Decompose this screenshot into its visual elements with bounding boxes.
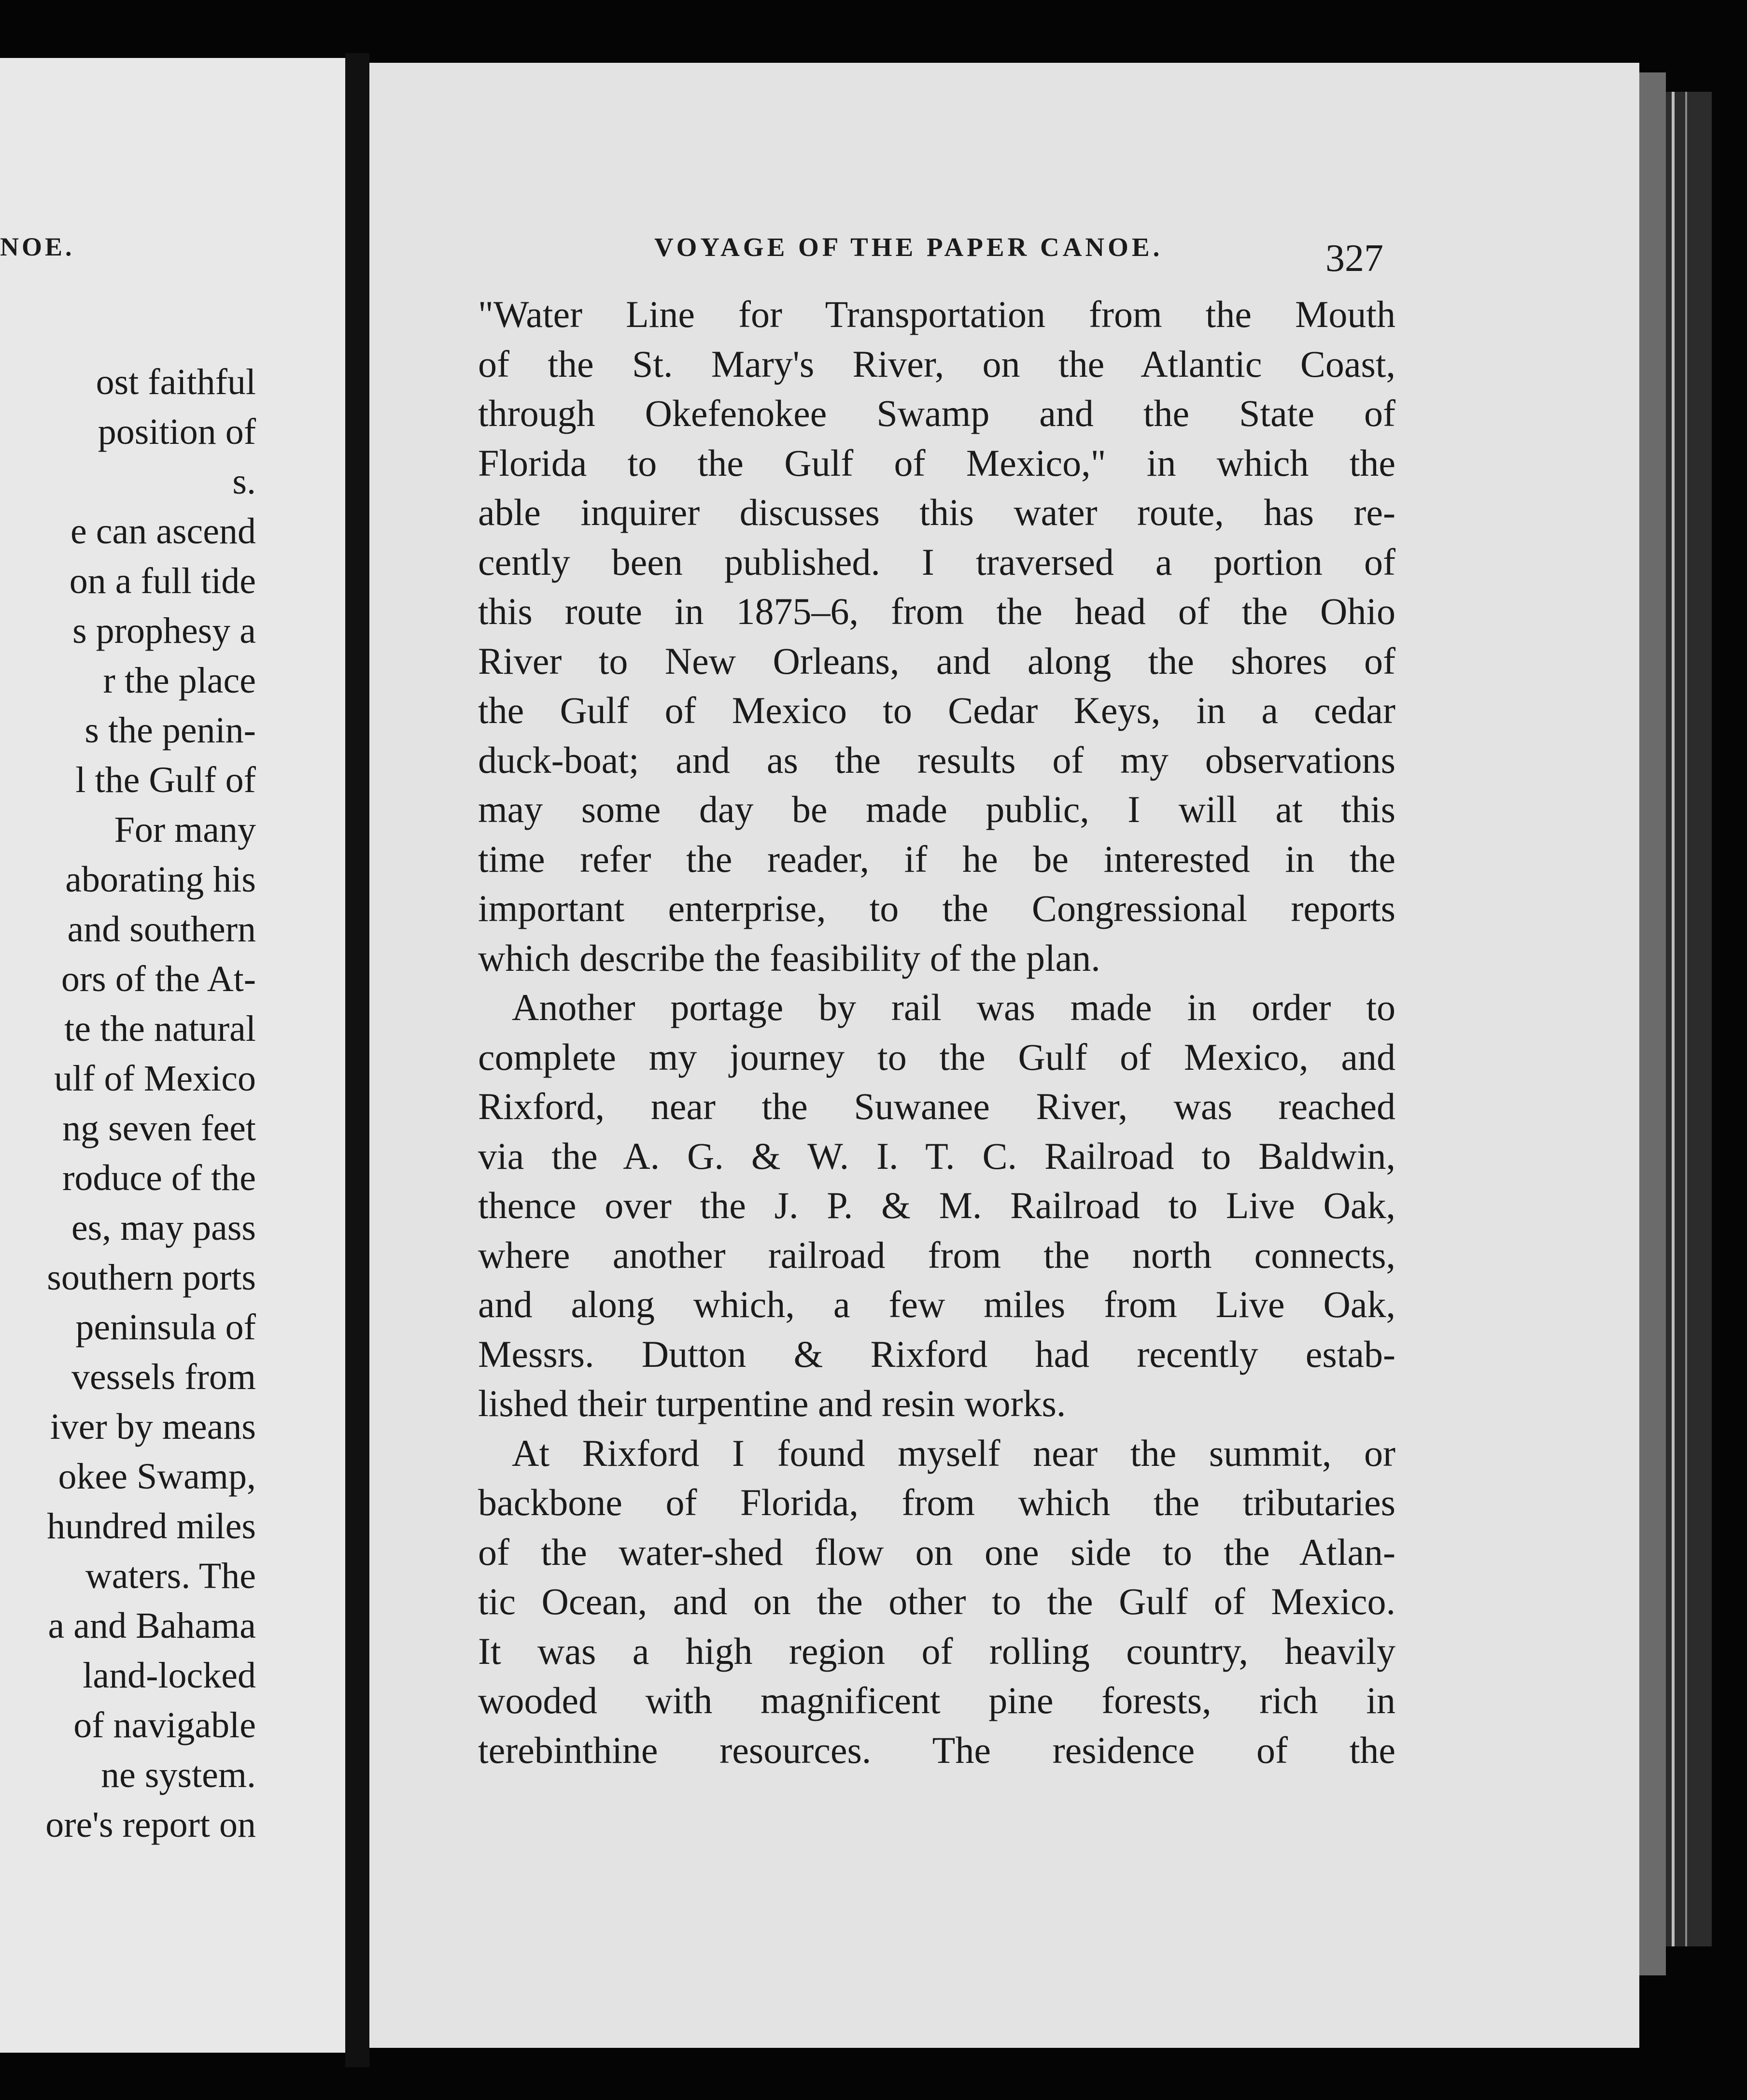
text-line: southern ports — [47, 1257, 256, 1298]
text-line: and southern — [67, 909, 256, 950]
text-line: Rixford, near the Suwanee River, was reached — [478, 1085, 1395, 1127]
text-line: and along which, a few miles from Live Oak, — [478, 1283, 1395, 1325]
text-line: land-locked — [83, 1655, 256, 1696]
text-line: ors of the At- — [61, 959, 256, 999]
text-line: It was a high region of rolling country, heavily — [478, 1630, 1395, 1672]
text-line: complete my journey to the Gulf of Mexico, and — [478, 1036, 1395, 1078]
text-line: es, may pass — [71, 1207, 256, 1248]
text-line: this route in 1875–6, from the head of the Ohio — [478, 590, 1395, 632]
text-line: wooded with magnificent pine forests, rich in — [478, 1679, 1395, 1721]
page-edge-line — [1685, 92, 1687, 1946]
text-line: "Water Line for Transportation from the Mouth — [478, 293, 1395, 335]
text-line: position of — [98, 411, 256, 452]
text-line: thence over the J. P. & M. Railroad to Live Oak, — [478, 1184, 1395, 1226]
text-line: time refer the reader, if he be interested in the — [478, 837, 1395, 880]
left-running-head: NOE. — [0, 232, 75, 261]
text-line: ne system. — [101, 1755, 256, 1795]
left-page — [0, 58, 345, 2053]
text-line: ore's report on — [45, 1804, 256, 1845]
text-line: l the Gulf of — [75, 760, 256, 800]
text-line: of the St. Mary's River, on the Atlantic Coast, — [478, 342, 1395, 385]
text-line: through Okefenokee Swamp and the State of — [478, 392, 1395, 434]
right-page — [369, 63, 1639, 2048]
text-line: okee Swamp, — [58, 1456, 256, 1497]
text-line: vessels from — [71, 1357, 256, 1397]
text-line: ulf of Mexico — [54, 1058, 256, 1099]
text-line: peninsula of — [75, 1307, 256, 1348]
text-line: iver by means — [50, 1406, 256, 1447]
text-line: via the A. G. & W. I. T. C. Railroad to Baldwin, — [478, 1135, 1395, 1177]
text-line: r the place — [103, 660, 256, 701]
text-line: the Gulf of Mexico to Cedar Keys, in a cedar — [478, 689, 1395, 731]
text-line: terebinthine resources. The residence of the — [478, 1729, 1395, 1771]
left-page-text — [45, 357, 256, 1850]
text-line: River to New Orleans, and along the shores of — [478, 639, 1395, 682]
text-line: At Rixford I found myself near the summit, or — [512, 1432, 1395, 1474]
text-line: s the penin- — [85, 710, 256, 751]
text-line: where another railroad from the north connects, — [478, 1234, 1395, 1276]
text-line: tic Ocean, and on the other to the Gulf of Mexico. — [478, 1580, 1395, 1622]
text-line: Messrs. Dutton & Rixford had recently estab- — [478, 1333, 1395, 1375]
page-edge-shadow — [1639, 72, 1666, 1975]
text-line: ng seven feet — [62, 1108, 256, 1149]
text-line: a and Bahama — [48, 1605, 256, 1646]
text-line: waters. The — [85, 1556, 256, 1596]
running-head: VOYAGE OF THE PAPER CANOE. — [654, 232, 1163, 262]
text-line: which describe the feasibility of the plan. — [478, 936, 1100, 979]
text-line: of the water-shed flow on one side to the Atlan- — [478, 1531, 1395, 1573]
text-line: te the natural — [64, 1008, 256, 1049]
text-line: Florida to the Gulf of Mexico," in which the — [478, 441, 1395, 484]
text-line: cently been published. I traversed a portion of — [478, 540, 1395, 583]
page-body-text — [478, 290, 1395, 1775]
book-gutter — [345, 53, 369, 2067]
text-line: may some day be made public, I will at this — [478, 788, 1395, 830]
text-line: ost faithful — [96, 362, 256, 402]
page-edge-line — [1672, 92, 1675, 1946]
text-line: important enterprise, to the Congressional reports — [478, 887, 1395, 929]
page-number: 327 — [1325, 237, 1383, 280]
text-line: For many — [114, 809, 256, 850]
text-line: s prophesy a — [72, 610, 256, 651]
text-line: s. — [232, 461, 256, 502]
text-line: lished their turpentine and resin works. — [478, 1382, 1066, 1424]
text-line: able inquirer discusses this water route, has re- — [478, 491, 1395, 533]
text-line: e can ascend — [70, 511, 256, 552]
text-line: backbone of Florida, from which the tributaries — [478, 1481, 1395, 1523]
text-line: Another portage by rail was made in order to — [512, 986, 1395, 1028]
text-line: aborating his — [65, 859, 256, 900]
text-line: duck-boat; and as the results of my observations — [478, 738, 1395, 781]
text-line: on a full tide — [69, 561, 256, 601]
text-line: of navigable — [73, 1705, 256, 1745]
text-line: roduce of the — [62, 1158, 256, 1198]
text-line: hundred miles — [47, 1506, 256, 1547]
